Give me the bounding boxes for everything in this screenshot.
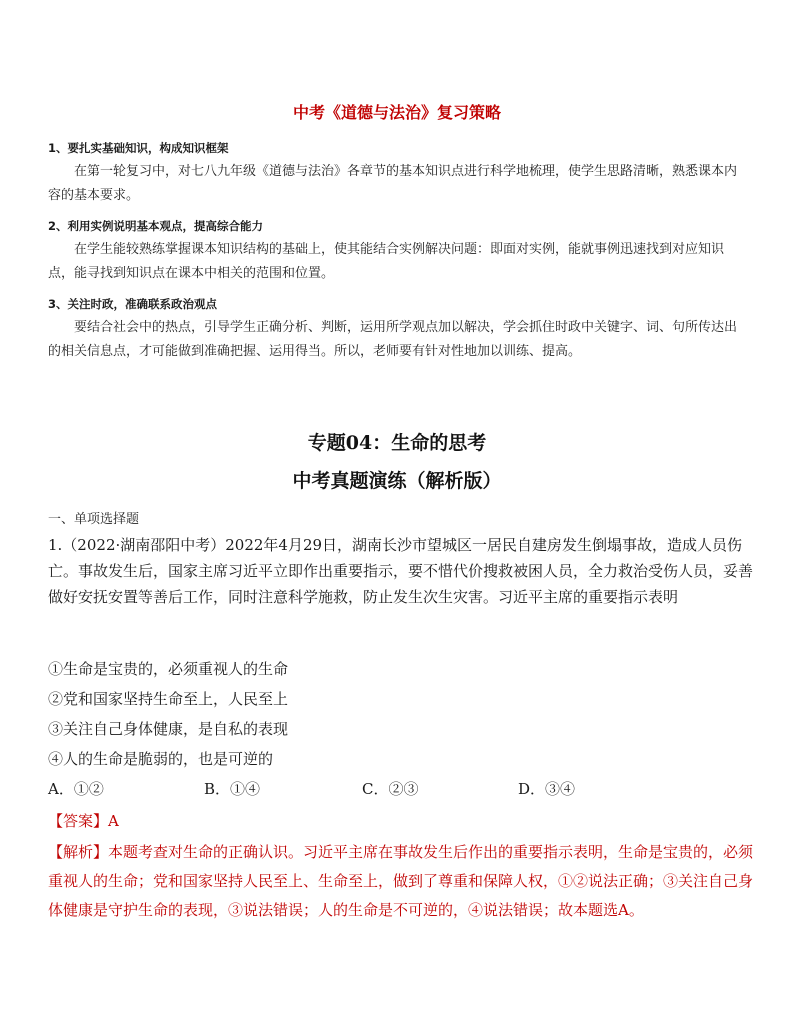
strategy-body: 要结合社会中的热点，引导学生正确分析、判断，运用所学观点加以解决，学会抓住时政中关键字、词、句所传达出的相关信息点，才可能做到准确把握、运用得当。所以，老师要有针对性地加以训练、提高。 xyxy=(48,320,738,359)
main-title: 中考《道德与法治》复习策略 xyxy=(292,103,501,122)
question-stem: 1.（2022·湖南邵阳中考）2022年4月29日，湖南长沙市望城区一居民自建房发生倒塌事故，造成人员伤亡。事故发生后，国家主席习近平立即作出重要指示，要不惜代价搜救被困人员，全力救治受伤人员，妥善做好安抚安置等善后工作，同时注意科学施救，防止发生次生灾害。习近平主席的重要指示表明 xyxy=(48,536,754,606)
strategy-heading: 3、关注时政，准确联系政治观点 xyxy=(48,297,217,311)
statement-4: ④人的生命是脆弱的，也是可逆的 xyxy=(48,750,274,768)
strategy-heading: 1、要扎实基础知识，构成知识框架 xyxy=(48,141,229,155)
choice-a: A．①② xyxy=(48,780,104,798)
statement-2: ②党和国家坚持生命至上，人民至上 xyxy=(48,690,289,708)
strategy-3 xyxy=(48,296,748,364)
statement-1: ①生命是宝贵的，必须重视人的生命 xyxy=(48,660,289,678)
section-heading: 一、单项选择题 xyxy=(48,512,140,527)
choice-d: D．③④ xyxy=(518,780,576,798)
analysis: 【解析】本题考查对生命的正确认识。习近平主席在事故发生后作出的重要指示表明，生命是宝贵的，必须重视人的生命；党和国家坚持人民至上、生命至上，做到了尊重和保障人权，①②说法正确；③关注自己身体健康是守护生命的表现，③说法错误；人的生命是不可逆的，④说法错误；故本题选A。 xyxy=(48,843,754,919)
strategy-2 xyxy=(48,218,748,286)
topic-title: 专题04：生命的思考 xyxy=(307,432,487,454)
choice-b: B．①④ xyxy=(204,780,261,798)
strategy-body: 在第一轮复习中，对七八九年级《道德与法治》各章节的基本知识点进行科学地梳理，使学生思路清晰，熟悉课本内容的基本要求。 xyxy=(48,164,738,203)
topic-subtitle: 中考真题演练（解析版） xyxy=(292,470,502,492)
answer: 【答案】A xyxy=(48,812,119,830)
strategy-body: 在学生能较熟练掌握课本知识结构的基础上，使其能结合实例解决问题：即面对实例，能就事例迅速找到对应知识点，能寻找到知识点在课本中相关的范围和位置。 xyxy=(48,242,725,281)
strategy-1 xyxy=(48,140,748,208)
choice-c: C．②③ xyxy=(362,780,419,798)
strategy-heading: 2、利用实例说明基本观点，提高综合能力 xyxy=(48,219,263,233)
statement-3: ③关注自己身体健康，是自私的表现 xyxy=(48,720,289,738)
